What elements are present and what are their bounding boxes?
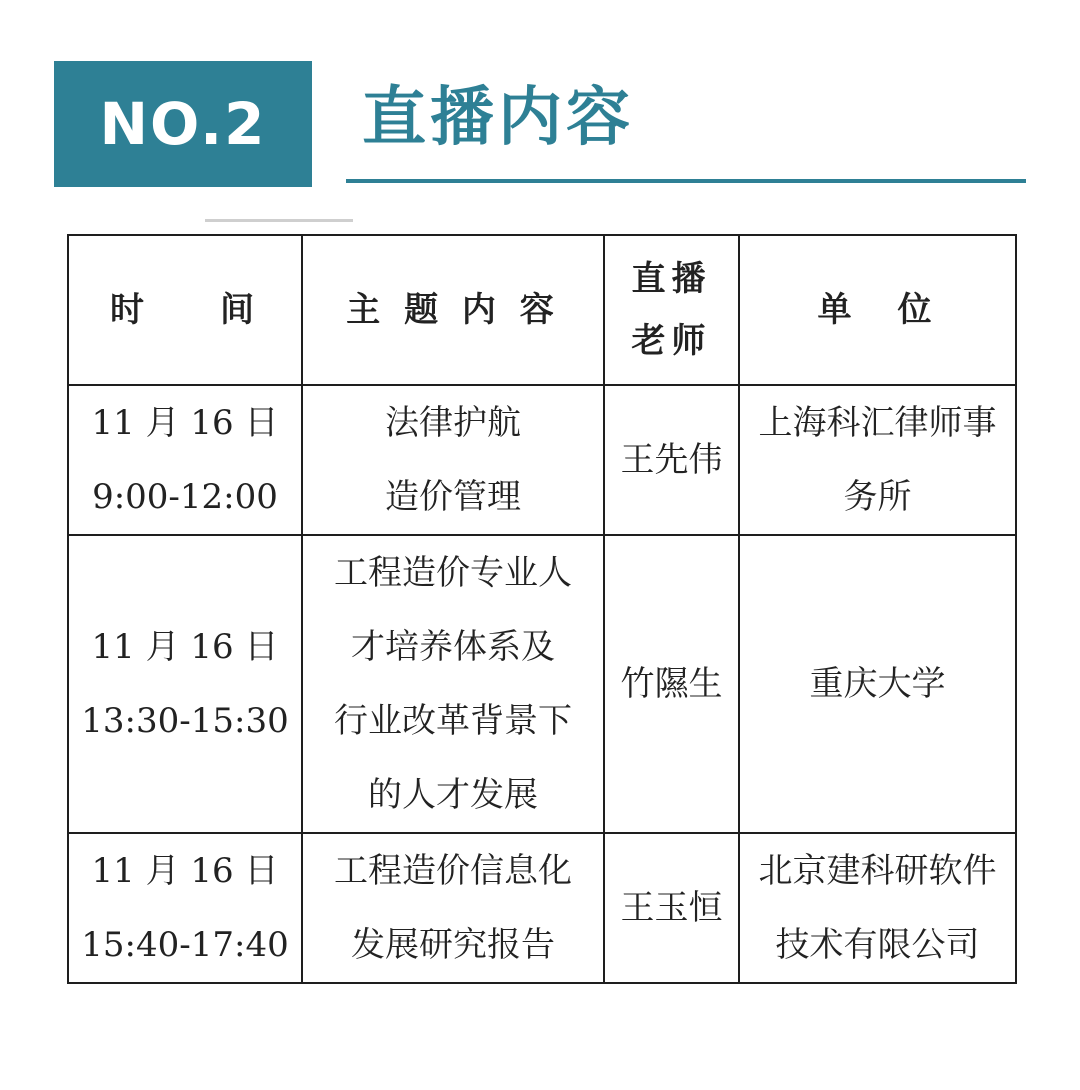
unit-cell: 重庆大学: [739, 535, 1016, 833]
title-underline: [346, 179, 1026, 183]
table-row: [68, 833, 1016, 983]
section-number-badge: [54, 61, 312, 187]
table-header-row: [68, 235, 1016, 385]
table-row: [68, 385, 1016, 535]
header-teacher: 直播 老师: [604, 235, 739, 385]
header-topic: 主 题 内 容: [302, 235, 604, 385]
section-title: 直播内容: [362, 81, 634, 155]
header-unit: 单 位: [739, 235, 1016, 385]
unit-cell: 北京建科研软件 技术有限公司: [739, 833, 1016, 983]
table-row: [68, 535, 1016, 833]
topic-cell: 法律护航 造价管理: [302, 385, 604, 535]
topic-cell: 工程造价信息化 发展研究报告: [302, 833, 604, 983]
teacher-cell: 王玉恒: [604, 833, 739, 983]
teacher-cell: 竹隰生: [604, 535, 739, 833]
time-cell: 11 月 16 日 9:00-12:00: [68, 385, 302, 535]
cropped-text-remnant: [205, 209, 353, 223]
section-number-label: NO.2: [99, 90, 267, 158]
time-cell: 11 月 16 日 15:40-17:40: [68, 833, 302, 983]
teacher-cell: 王先伟: [604, 385, 739, 535]
topic-cell: 工程造价专业人 才培养体系及 行业改革背景下 的人才发展: [302, 535, 604, 833]
live-schedule-table: [67, 234, 1017, 984]
header-time: 时 间: [68, 235, 302, 385]
time-cell: 11 月 16 日 13:30-15:30: [68, 535, 302, 833]
unit-cell: 上海科汇律师事 务所: [739, 385, 1016, 535]
